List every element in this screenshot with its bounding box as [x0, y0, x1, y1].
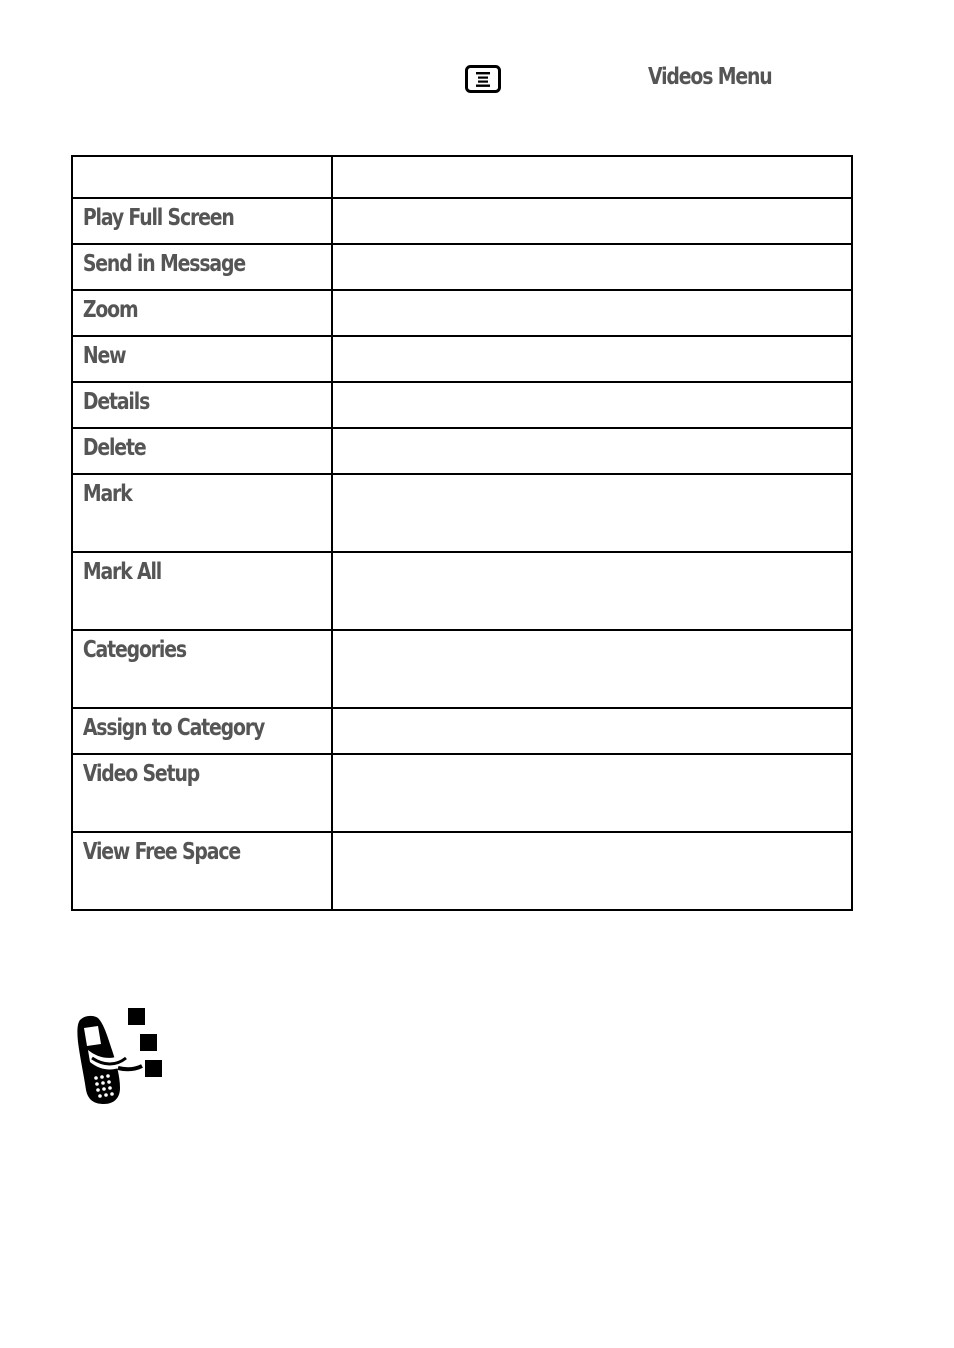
option-cell [72, 708, 332, 754]
table-row [72, 832, 852, 910]
table-row [72, 290, 852, 336]
description-cell [332, 630, 852, 708]
option-label: Mark All [82, 559, 162, 585]
option-label: Send in Message [82, 251, 245, 277]
table-header-option [72, 156, 332, 198]
description-cell [332, 552, 852, 630]
option-label: Zoom [82, 297, 138, 323]
description-cell [332, 708, 852, 754]
option-cell [72, 244, 332, 290]
table-header-description [332, 156, 852, 198]
table-row [72, 428, 852, 474]
description-cell [332, 832, 852, 910]
phone-with-keys-icon [74, 1006, 166, 1106]
description-cell [332, 290, 852, 336]
table-row [72, 708, 852, 754]
description-cell [332, 754, 852, 832]
option-cell [72, 832, 332, 910]
option-label: Assign to Category [82, 715, 265, 741]
option-label: Categories [82, 637, 186, 663]
description-cell [332, 198, 852, 244]
option-cell [72, 336, 332, 382]
table-header-row [72, 156, 852, 198]
table-row [72, 198, 852, 244]
table-row [72, 244, 852, 290]
page-title: Videos Menu [648, 64, 772, 90]
option-label: Details [82, 389, 150, 415]
option-cell [72, 630, 332, 708]
table-row [72, 630, 852, 708]
option-label: Play Full Screen [82, 205, 234, 231]
option-cell [72, 290, 332, 336]
description-cell [332, 336, 852, 382]
option-cell [72, 198, 332, 244]
description-cell [332, 382, 852, 428]
option-label: New [82, 343, 126, 369]
option-label: View Free Space [82, 839, 241, 865]
description-cell [332, 474, 852, 552]
option-label: Mark [82, 481, 132, 507]
table-row [72, 552, 852, 630]
option-cell [72, 754, 332, 832]
option-label: Video Setup [82, 761, 200, 787]
option-cell [72, 382, 332, 428]
option-cell [72, 552, 332, 630]
table-row [72, 474, 852, 552]
option-cell [72, 428, 332, 474]
option-label: Delete [82, 435, 146, 461]
table-row [72, 382, 852, 428]
option-cell [72, 474, 332, 552]
description-cell [332, 244, 852, 290]
videos-menu-table [71, 155, 853, 911]
description-cell [332, 428, 852, 474]
menu-key-icon [465, 65, 501, 95]
table-row [72, 336, 852, 382]
table-row [72, 754, 852, 832]
